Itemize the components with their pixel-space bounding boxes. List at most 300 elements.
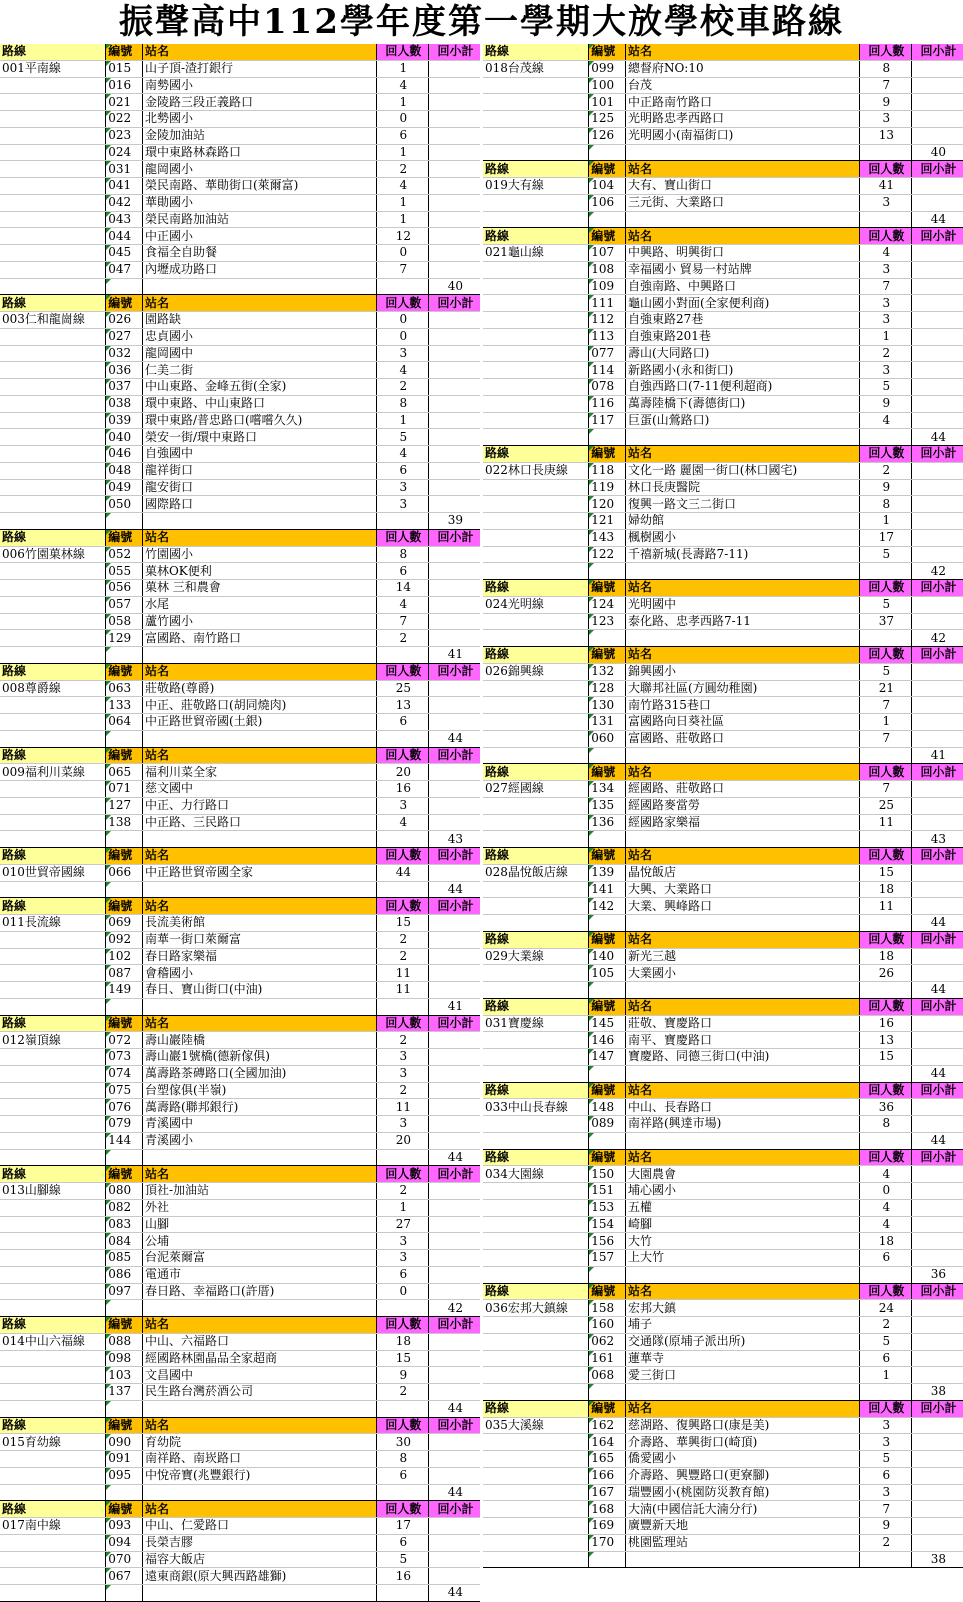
stop-count: 7 <box>376 613 428 630</box>
code-header-label: 編號 <box>106 663 143 680</box>
stop-count: 5 <box>859 663 911 680</box>
stop-row <box>0 1250 480 1267</box>
subtotal-empty <box>911 697 963 714</box>
stop-name: 蓮華寺 <box>625 1350 859 1367</box>
route-name-empty <box>483 1216 589 1233</box>
subtotal-header-label: 回小計 <box>911 647 963 664</box>
stop-row <box>0 1099 480 1116</box>
subtotal-header-label: 回小計 <box>428 1501 480 1518</box>
stop-name: 遠東商銀(原大興西路雄獅) <box>142 1568 376 1585</box>
stop-row <box>0 797 480 814</box>
stop-count: 1 <box>376 94 428 111</box>
subtotal-empty <box>911 898 963 915</box>
stop-code: 037 <box>106 379 143 396</box>
subtotal-empty <box>428 1116 480 1133</box>
stop-row <box>0 345 480 362</box>
route-name: 009福利川菜線 <box>0 764 106 781</box>
stop-row <box>0 1183 480 1200</box>
stop-count: 4 <box>376 814 428 831</box>
stop-name: 中山、長春路口 <box>625 1099 859 1116</box>
route-header-label: 路線 <box>0 663 106 680</box>
route-name-empty <box>0 462 106 479</box>
subtotal-empty <box>428 596 480 613</box>
stop-name: 中正、力行路口 <box>142 797 376 814</box>
stop-code: 097 <box>106 1283 143 1300</box>
subtotal-empty <box>911 1534 963 1551</box>
stop-code: 136 <box>589 814 626 831</box>
stop-row <box>483 111 963 128</box>
stop-row <box>0 1283 480 1300</box>
route-subtotal: 36 <box>911 1266 963 1283</box>
stop-name: 龜山國小對面(全家便利商) <box>625 295 859 312</box>
route-name-empty <box>0 94 106 111</box>
subtotal-empty <box>911 362 963 379</box>
stop-row <box>483 94 963 111</box>
stop-name: 泰化路、忠孝西路7-11 <box>625 613 859 630</box>
stop-name: 交通隊(原埔子派出所) <box>625 1333 859 1350</box>
route-name-empty <box>483 362 589 379</box>
route-name-empty <box>483 312 589 329</box>
subtotal-empty <box>911 1417 963 1434</box>
stop-name: 中正、莊敬路口(胡同燒肉) <box>142 697 376 714</box>
stop-name: 金陵加油站 <box>142 127 376 144</box>
stop-count: 5 <box>859 596 911 613</box>
code-header-label: 編號 <box>106 848 143 865</box>
stop-header-label: 站名 <box>625 998 859 1015</box>
stop-row <box>0 1266 480 1283</box>
subtotal-empty <box>428 312 480 329</box>
stop-code: 117 <box>589 412 626 429</box>
route-header-label: 路線 <box>0 747 106 764</box>
route-subtotal: 44 <box>428 1400 480 1417</box>
count-header-label: 回人數 <box>859 1283 911 1300</box>
stop-name: 文化一路 麗園一街口(林口國宅) <box>625 462 859 479</box>
stop-name: 外社 <box>142 1199 376 1216</box>
stop-code: 094 <box>106 1534 143 1551</box>
route-header-label: 路線 <box>0 1501 106 1518</box>
subtotal-empty <box>428 77 480 94</box>
stop-row <box>483 513 963 530</box>
stop-code: 063 <box>106 680 143 697</box>
stop-code: 144 <box>106 1132 143 1149</box>
stop-empty <box>142 1484 376 1501</box>
route-header-label: 路線 <box>0 529 106 546</box>
route-name-empty <box>483 111 589 128</box>
route-name-empty <box>0 127 106 144</box>
stop-header-label: 站名 <box>625 1400 859 1417</box>
stop-row <box>0 1434 480 1451</box>
stop-row <box>483 1350 963 1367</box>
stop-header-label: 站名 <box>142 1417 376 1434</box>
count-header-label: 回人數 <box>859 848 911 865</box>
stop-row <box>483 948 963 965</box>
subtotal-empty <box>428 982 480 999</box>
stop-count: 41 <box>859 178 911 195</box>
stop-code: 095 <box>106 1467 143 1484</box>
stop-count: 5 <box>376 1551 428 1568</box>
count-empty <box>859 982 911 999</box>
count-header-label: 回人數 <box>376 747 428 764</box>
stop-row <box>483 312 963 329</box>
route-name-empty <box>0 1283 106 1300</box>
code-empty <box>106 998 143 1015</box>
stop-count: 6 <box>376 1266 428 1283</box>
code-empty <box>106 730 143 747</box>
stop-code: 092 <box>106 931 143 948</box>
subtotal-empty <box>428 915 480 932</box>
route-name-empty <box>0 261 106 278</box>
stop-count: 20 <box>376 764 428 781</box>
stop-row <box>0 429 480 446</box>
stop-count: 5 <box>859 546 911 563</box>
route-header-row <box>0 1501 480 1518</box>
count-header-label: 回人數 <box>376 529 428 546</box>
route-header-label: 路線 <box>0 898 106 915</box>
stop-code: 046 <box>106 446 143 463</box>
route-total-row <box>483 982 963 999</box>
stop-count: 7 <box>859 730 911 747</box>
subtotal-empty <box>911 127 963 144</box>
code-empty <box>106 1400 143 1417</box>
stop-code: 089 <box>589 1116 626 1133</box>
stop-name: 榮安一街/環中東路口 <box>142 429 376 446</box>
stop-name: 宏邦大鎮 <box>625 1300 859 1317</box>
stop-code: 121 <box>589 513 626 530</box>
route-name: 026錦興線 <box>483 663 589 680</box>
stop-count: 6 <box>376 563 428 580</box>
stop-name: 復興一路文三二街口 <box>625 496 859 513</box>
subtotal-empty <box>428 161 480 178</box>
subtotal-empty <box>911 1216 963 1233</box>
subtotal-empty <box>428 1049 480 1066</box>
route-name-empty <box>0 278 106 295</box>
stop-count: 18 <box>859 948 911 965</box>
subtotal-empty <box>428 144 480 161</box>
stop-empty <box>625 1065 859 1082</box>
route-subtotal: 39 <box>428 513 480 530</box>
stop-code: 151 <box>589 1183 626 1200</box>
stop-name: 婦幼館 <box>625 513 859 530</box>
route-total-row <box>483 630 963 647</box>
route-name-empty <box>0 479 106 496</box>
stop-row <box>0 680 480 697</box>
route-header-label: 路線 <box>0 1166 106 1183</box>
stop-count: 6 <box>376 1534 428 1551</box>
stop-row <box>0 161 480 178</box>
stop-name: 龍祥街口 <box>142 462 376 479</box>
stop-count: 1 <box>376 60 428 77</box>
stop-row <box>0 194 480 211</box>
route-subtotal: 44 <box>428 1149 480 1166</box>
stop-code: 140 <box>589 948 626 965</box>
stop-count: 7 <box>859 1501 911 1518</box>
stop-count: 13 <box>859 1032 911 1049</box>
route-name-empty <box>0 1099 106 1116</box>
subtotal-empty <box>911 1467 963 1484</box>
route-total-row <box>0 881 480 898</box>
stop-code: 108 <box>589 261 626 278</box>
route-header-row <box>0 898 480 915</box>
stop-code: 086 <box>106 1266 143 1283</box>
stop-row <box>483 1467 963 1484</box>
stop-row <box>0 1065 480 1082</box>
route-subtotal: 41 <box>428 647 480 664</box>
stop-count: 4 <box>859 245 911 262</box>
subtotal-empty <box>911 1350 963 1367</box>
stop-row <box>0 596 480 613</box>
stop-row <box>483 1099 963 1116</box>
route-name-empty <box>0 77 106 94</box>
route-name-empty <box>483 1049 589 1066</box>
stop-code: 069 <box>106 915 143 932</box>
stop-name: 晶悅飯店 <box>625 864 859 881</box>
route-name-empty <box>0 111 106 128</box>
subtotal-empty <box>428 1199 480 1216</box>
stop-empty <box>625 915 859 932</box>
stop-code: 024 <box>106 144 143 161</box>
stop-row <box>483 77 963 94</box>
stop-name: 富國路、南竹路口 <box>142 630 376 647</box>
stop-count: 3 <box>376 1250 428 1267</box>
route-name-empty <box>483 1518 589 1535</box>
stop-count: 16 <box>376 781 428 798</box>
code-header-label: 編號 <box>589 1149 626 1166</box>
route-header-label: 路線 <box>483 580 589 597</box>
stop-row <box>483 194 963 211</box>
subtotal-empty <box>911 1333 963 1350</box>
stop-name: 環中東路/普忠路口(嚐嚐久久) <box>142 412 376 429</box>
code-header-label: 編號 <box>589 161 626 178</box>
stop-row <box>0 546 480 563</box>
stop-count: 8 <box>376 1451 428 1468</box>
route-name-empty <box>483 94 589 111</box>
count-header-label: 回人數 <box>859 1400 911 1417</box>
route-name-empty <box>483 1266 589 1283</box>
route-name-empty <box>483 714 589 731</box>
subtotal-empty <box>428 1534 480 1551</box>
route-name-empty <box>0 211 106 228</box>
route-total-row <box>0 1300 480 1317</box>
stop-count: 9 <box>859 1518 911 1535</box>
stop-count: 11 <box>859 898 911 915</box>
stop-row <box>0 1233 480 1250</box>
stop-code: 084 <box>106 1233 143 1250</box>
stop-count: 4 <box>859 1166 911 1183</box>
stop-code: 074 <box>106 1065 143 1082</box>
stop-name: 大業國小 <box>625 965 859 982</box>
stop-code: 038 <box>106 395 143 412</box>
route-total-row <box>483 915 963 932</box>
stop-row <box>483 395 963 412</box>
count-empty <box>859 1266 911 1283</box>
stop-name: 南勢國小 <box>142 77 376 94</box>
stop-name: 上大竹 <box>625 1250 859 1267</box>
stop-row <box>483 1434 963 1451</box>
code-header-label: 編號 <box>106 1417 143 1434</box>
stop-row <box>0 1518 480 1535</box>
stop-name: 國際路口 <box>142 496 376 513</box>
stop-empty <box>625 1384 859 1401</box>
route-name-empty <box>0 630 106 647</box>
stop-empty <box>142 730 376 747</box>
route-name-empty <box>483 496 589 513</box>
route-total-row <box>483 1065 963 1082</box>
route-total-row <box>483 747 963 764</box>
stop-row <box>483 245 963 262</box>
stop-row <box>0 362 480 379</box>
route-subtotal: 44 <box>911 429 963 446</box>
stop-name: 南祥路、南崁路口 <box>142 1451 376 1468</box>
route-name-empty <box>0 328 106 345</box>
route-name-empty <box>483 1132 589 1149</box>
code-header-label: 編號 <box>106 1166 143 1183</box>
count-header-label: 回人數 <box>859 161 911 178</box>
subtotal-header-label: 回小計 <box>911 998 963 1015</box>
route-header-label: 路線 <box>483 1400 589 1417</box>
stop-name: 園路缺 <box>142 312 376 329</box>
stop-name: 自強國中 <box>142 446 376 463</box>
route-name: 012嶺頂線 <box>0 1032 106 1049</box>
route-subtotal: 41 <box>428 998 480 1015</box>
stop-code: 165 <box>589 1451 626 1468</box>
subtotal-header-label: 回小計 <box>428 747 480 764</box>
stop-empty <box>625 211 859 228</box>
stop-count: 3 <box>376 345 428 362</box>
stop-name: 中正路、三民路口 <box>142 814 376 831</box>
stop-name: 自強東路27巷 <box>625 312 859 329</box>
stop-code: 126 <box>589 127 626 144</box>
route-name-empty <box>483 697 589 714</box>
route-name-empty <box>483 898 589 915</box>
stop-name: 中正路南竹路口 <box>625 94 859 111</box>
code-empty <box>589 1384 626 1401</box>
count-header-label: 回人數 <box>859 764 911 781</box>
stop-empty <box>625 831 859 848</box>
stop-header-label: 站名 <box>142 663 376 680</box>
stop-row <box>0 915 480 932</box>
stop-row <box>483 328 963 345</box>
stop-name: 自強南路、中興路口 <box>625 278 859 295</box>
stop-code: 064 <box>106 714 143 731</box>
count-header-label: 回人數 <box>859 1149 911 1166</box>
subtotal-empty <box>911 312 963 329</box>
subtotal-header-label: 回小計 <box>911 1283 963 1300</box>
route-name-empty <box>483 1333 589 1350</box>
subtotal-empty <box>911 345 963 362</box>
stop-row <box>0 697 480 714</box>
stop-row <box>483 1417 963 1434</box>
stop-row <box>483 714 963 731</box>
route-header-row <box>483 44 963 60</box>
route-name-empty <box>0 1534 106 1551</box>
code-header-label: 編號 <box>589 1283 626 1300</box>
stop-code: 088 <box>106 1333 143 1350</box>
route-total-row <box>483 429 963 446</box>
stop-count: 17 <box>376 1518 428 1535</box>
subtotal-empty <box>428 864 480 881</box>
stop-name: 福容大飯店 <box>142 1551 376 1568</box>
stop-count: 2 <box>376 948 428 965</box>
route-name-empty <box>0 1400 106 1417</box>
stop-empty <box>142 1585 376 1602</box>
stop-row <box>0 127 480 144</box>
route-name-empty <box>0 814 106 831</box>
stop-count: 6 <box>859 1467 911 1484</box>
stop-code: 147 <box>589 1049 626 1066</box>
stop-count: 0 <box>376 111 428 128</box>
subtotal-empty <box>911 814 963 831</box>
stop-name: 南華一街口萊爾富 <box>142 931 376 948</box>
stop-name: 中正路世貿帝國全家 <box>142 864 376 881</box>
stop-header-label: 站名 <box>142 747 376 764</box>
route-name: 035大溪線 <box>483 1417 589 1434</box>
stop-code: 077 <box>589 345 626 362</box>
stop-name: 自強西路口(7-11便利超商) <box>625 379 859 396</box>
route-subtotal: 44 <box>911 211 963 228</box>
stop-count: 2 <box>376 1032 428 1049</box>
stop-name: 台泥萊爾富 <box>142 1250 376 1267</box>
stop-count: 3 <box>376 479 428 496</box>
stop-code: 078 <box>589 379 626 396</box>
route-subtotal: 44 <box>428 881 480 898</box>
stop-count: 3 <box>859 312 911 329</box>
stop-count: 8 <box>859 60 911 77</box>
subtotal-empty <box>428 1467 480 1484</box>
stop-name: 中興路、明興街口 <box>625 245 859 262</box>
stop-count: 4 <box>376 362 428 379</box>
stop-count: 16 <box>859 1015 911 1032</box>
route-name-empty <box>483 1032 589 1049</box>
stop-code: 100 <box>589 77 626 94</box>
stop-empty <box>625 1132 859 1149</box>
stop-code: 107 <box>589 245 626 262</box>
count-empty <box>376 730 428 747</box>
stop-count: 15 <box>376 915 428 932</box>
route-header-row <box>483 1149 963 1166</box>
stop-code: 062 <box>589 1333 626 1350</box>
stop-name: 埔心國小 <box>625 1183 859 1200</box>
route-header-row <box>483 1400 963 1417</box>
stop-code: 065 <box>106 764 143 781</box>
stop-name: 蘆竹國小 <box>142 613 376 630</box>
subtotal-empty <box>911 1300 963 1317</box>
subtotal-header-label: 回小計 <box>428 848 480 865</box>
route-total-row <box>0 278 480 295</box>
route-header-row <box>483 764 963 781</box>
subtotal-empty <box>911 1199 963 1216</box>
stop-name: 春日、寶山街口(中油) <box>142 982 376 999</box>
code-header-label: 編號 <box>106 747 143 764</box>
route-name-empty <box>0 161 106 178</box>
stop-name: 青溪國小 <box>142 1132 376 1149</box>
route-header-row <box>0 747 480 764</box>
subtotal-empty <box>911 1367 963 1384</box>
stop-name: 大業、興峰路口 <box>625 898 859 915</box>
stop-name: 電通市 <box>142 1266 376 1283</box>
route-header-label: 路線 <box>0 848 106 865</box>
stop-row <box>483 663 963 680</box>
stop-row <box>483 379 963 396</box>
stop-name: 僑愛國小 <box>625 1451 859 1468</box>
stop-row <box>0 1451 480 1468</box>
subtotal-empty <box>428 412 480 429</box>
stop-name: 壽山巖1號橋(德新傢俱) <box>142 1049 376 1066</box>
route-name-empty <box>483 613 589 630</box>
stop-row <box>483 462 963 479</box>
left-route-table <box>0 44 480 1602</box>
stop-name: 莊敬、寶慶路口 <box>625 1015 859 1032</box>
subtotal-empty <box>911 1049 963 1066</box>
